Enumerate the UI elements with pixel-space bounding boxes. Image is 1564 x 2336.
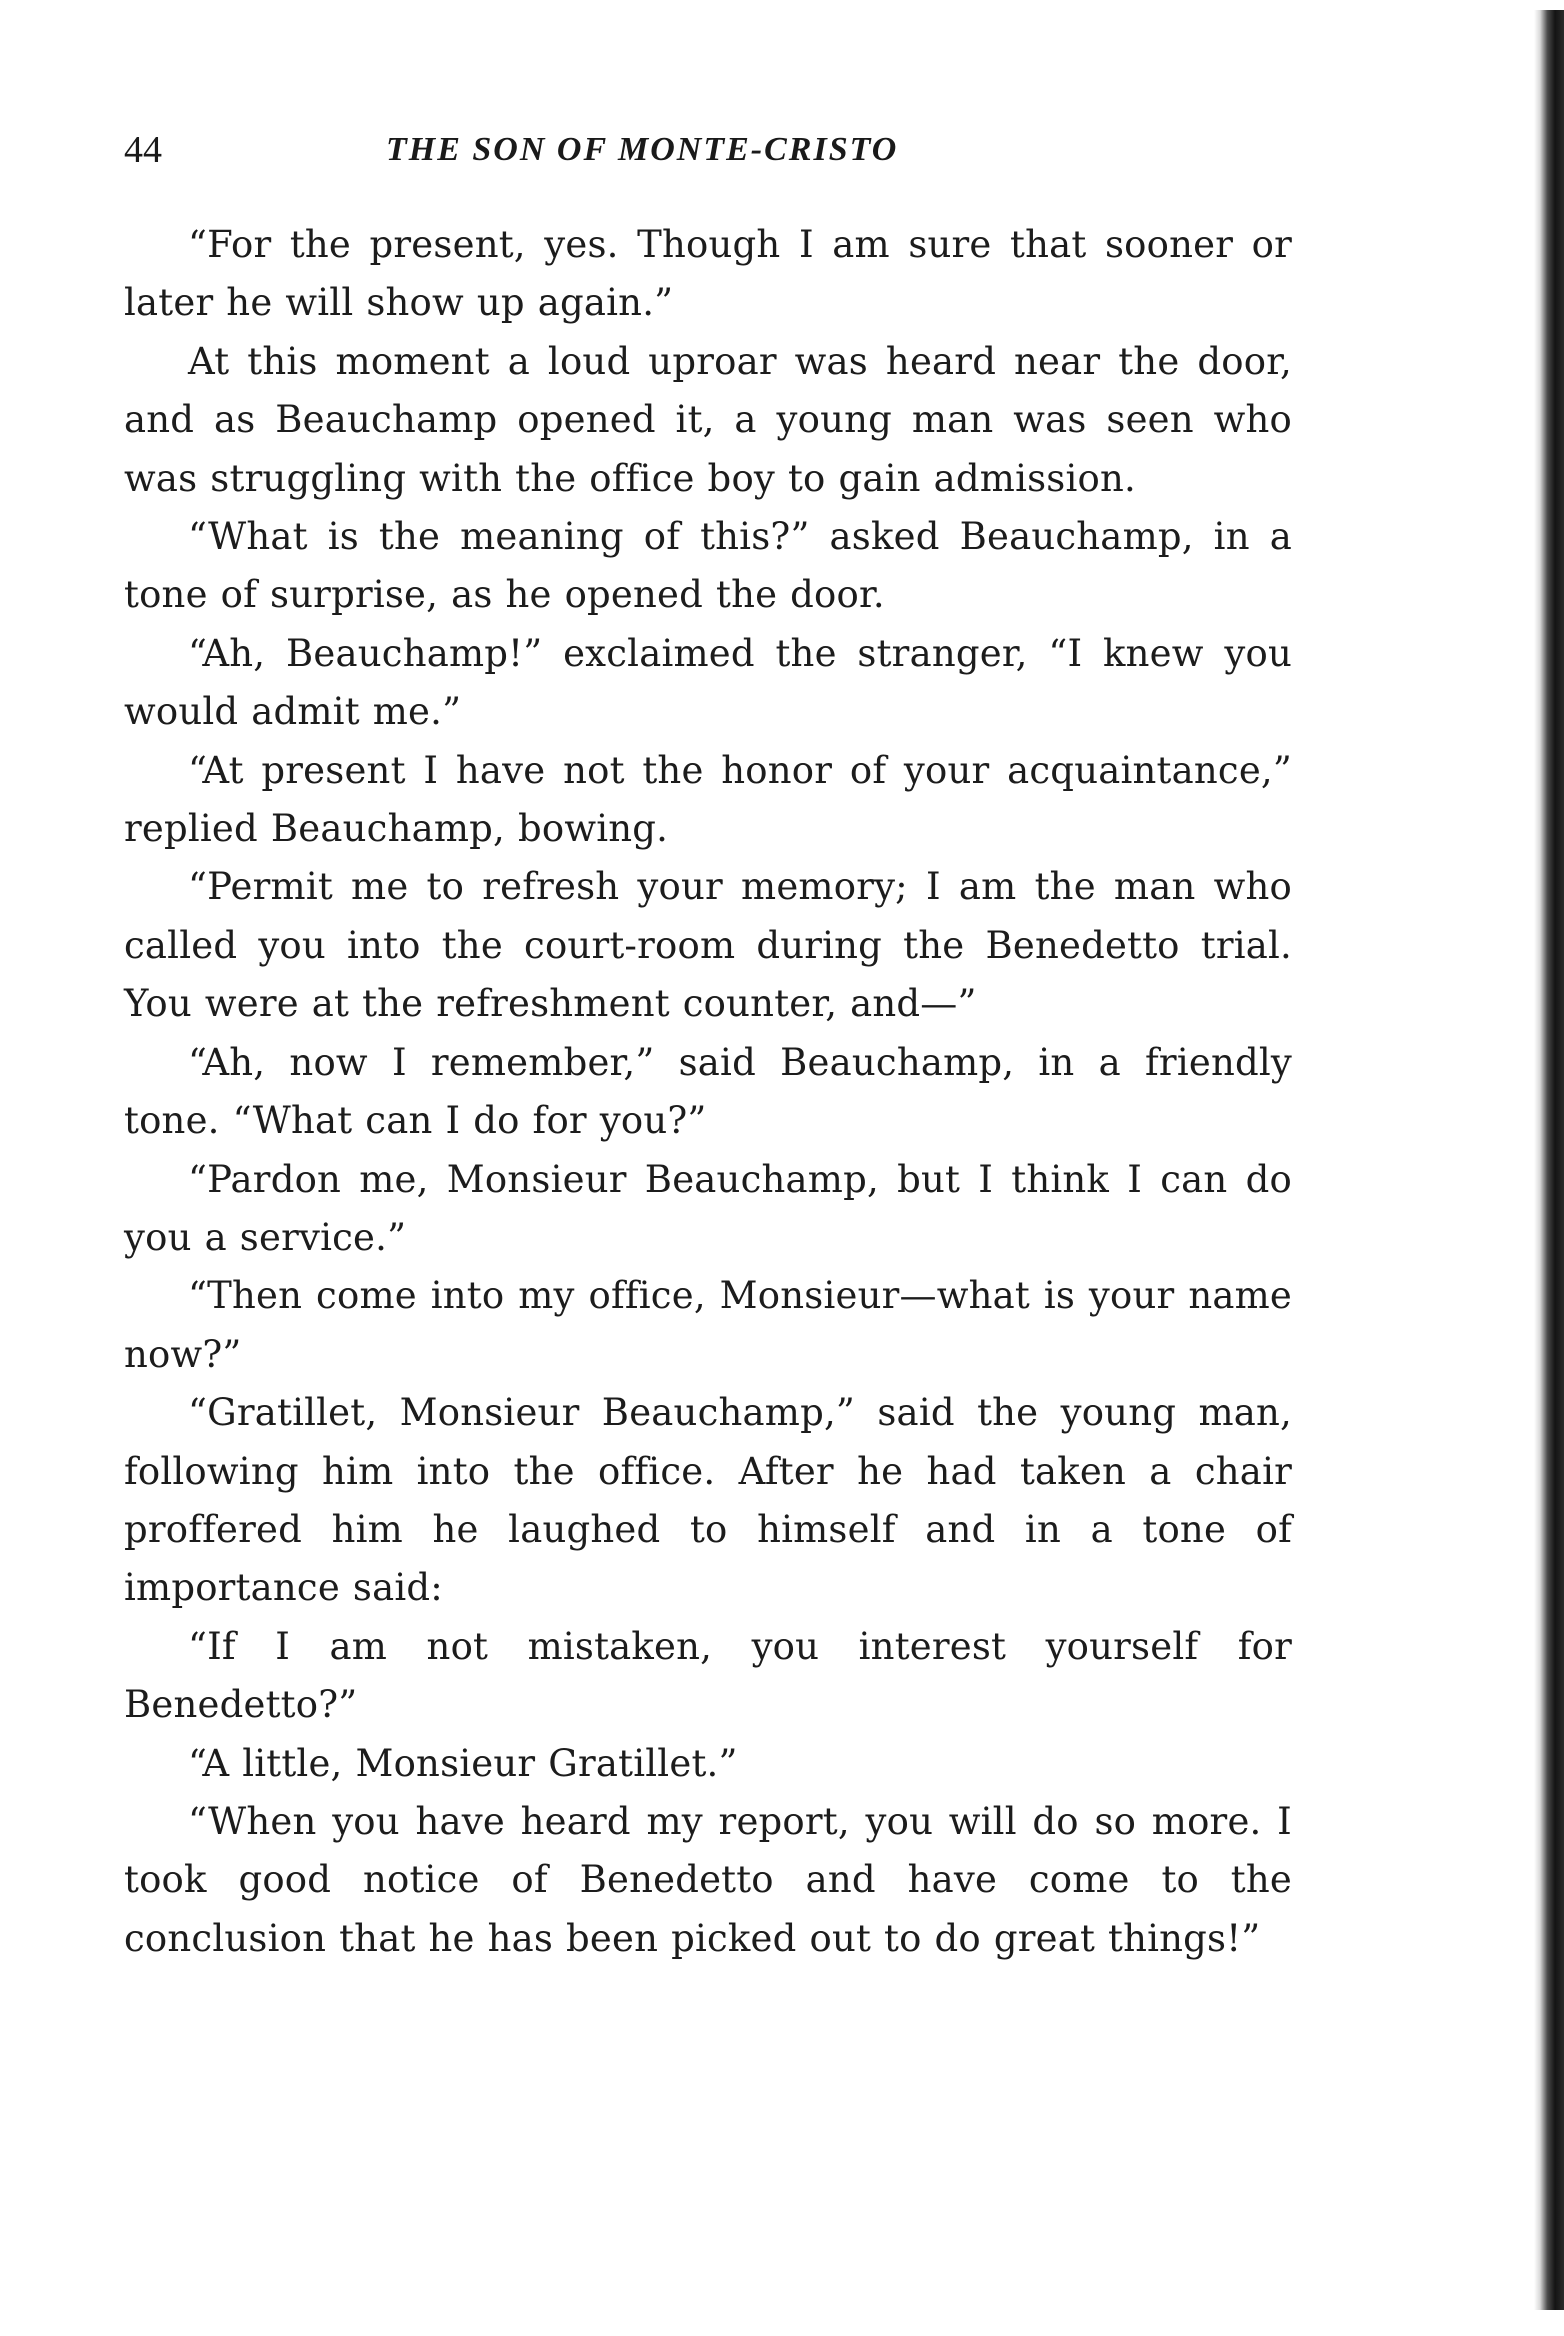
page-body	[124, 216, 1292, 1968]
paragraph: “What is the meaning of this?” asked Beauchamp, in a tone of surprise, as he opened the door.	[124, 515, 1292, 617]
running-title: THE SON OF MONTE-CRISTO	[386, 131, 899, 168]
paragraph: “Permit me to refresh your memory; I am the man who called you into the court-room during the Benedetto trial. You were at the refreshment counter, and—”	[124, 865, 1292, 1026]
paragraph: “Gratillet, Monsieur Beauchamp,” said the young man, following him into the office. After he had taken a chair proffered him he laughed to himself and in a tone of importance said:	[124, 1391, 1292, 1610]
paragraph: “At present I have not the honor of your acquaintance,” replied Beauchamp, bowing.	[124, 748, 1292, 851]
paragraph: “Then come into my office, Monsieur—what is your name now?”	[124, 1274, 1292, 1376]
paragraph: “Ah, now I remember,” said Beauchamp, in a friendly tone. “What can I do for you?”	[124, 1040, 1292, 1143]
page-number: 44	[124, 129, 162, 171]
paragraph: “When you have heard my report, you will do so more. I took good notice of Benedetto and have come to the conclusion that he has been picked out to do great things!”	[124, 1799, 1292, 1960]
paragraph: At this moment a loud uproar was heard near the door, and as Beauchamp opened it, a young man was seen who was struggling with the office boy to gain admission.	[124, 339, 1292, 500]
binding-edge	[1534, 10, 1564, 2310]
paragraph: “If I am not mistaken, you interest yourself for Benedetto?”	[124, 1624, 1292, 1727]
paragraph: “A little, Monsieur Gratillet.”	[188, 1741, 738, 1785]
paragraph: “For the present, yes. Though I am sure that sooner or later he will show up again.”	[124, 223, 1292, 325]
page-header	[124, 128, 1294, 188]
paragraph: “Pardon me, Monsieur Beauchamp, but I think I can do you a service.”	[124, 1157, 1292, 1259]
paragraph: “Ah, Beauchamp!” exclaimed the stranger, “I knew you would admit me.”	[124, 631, 1292, 734]
